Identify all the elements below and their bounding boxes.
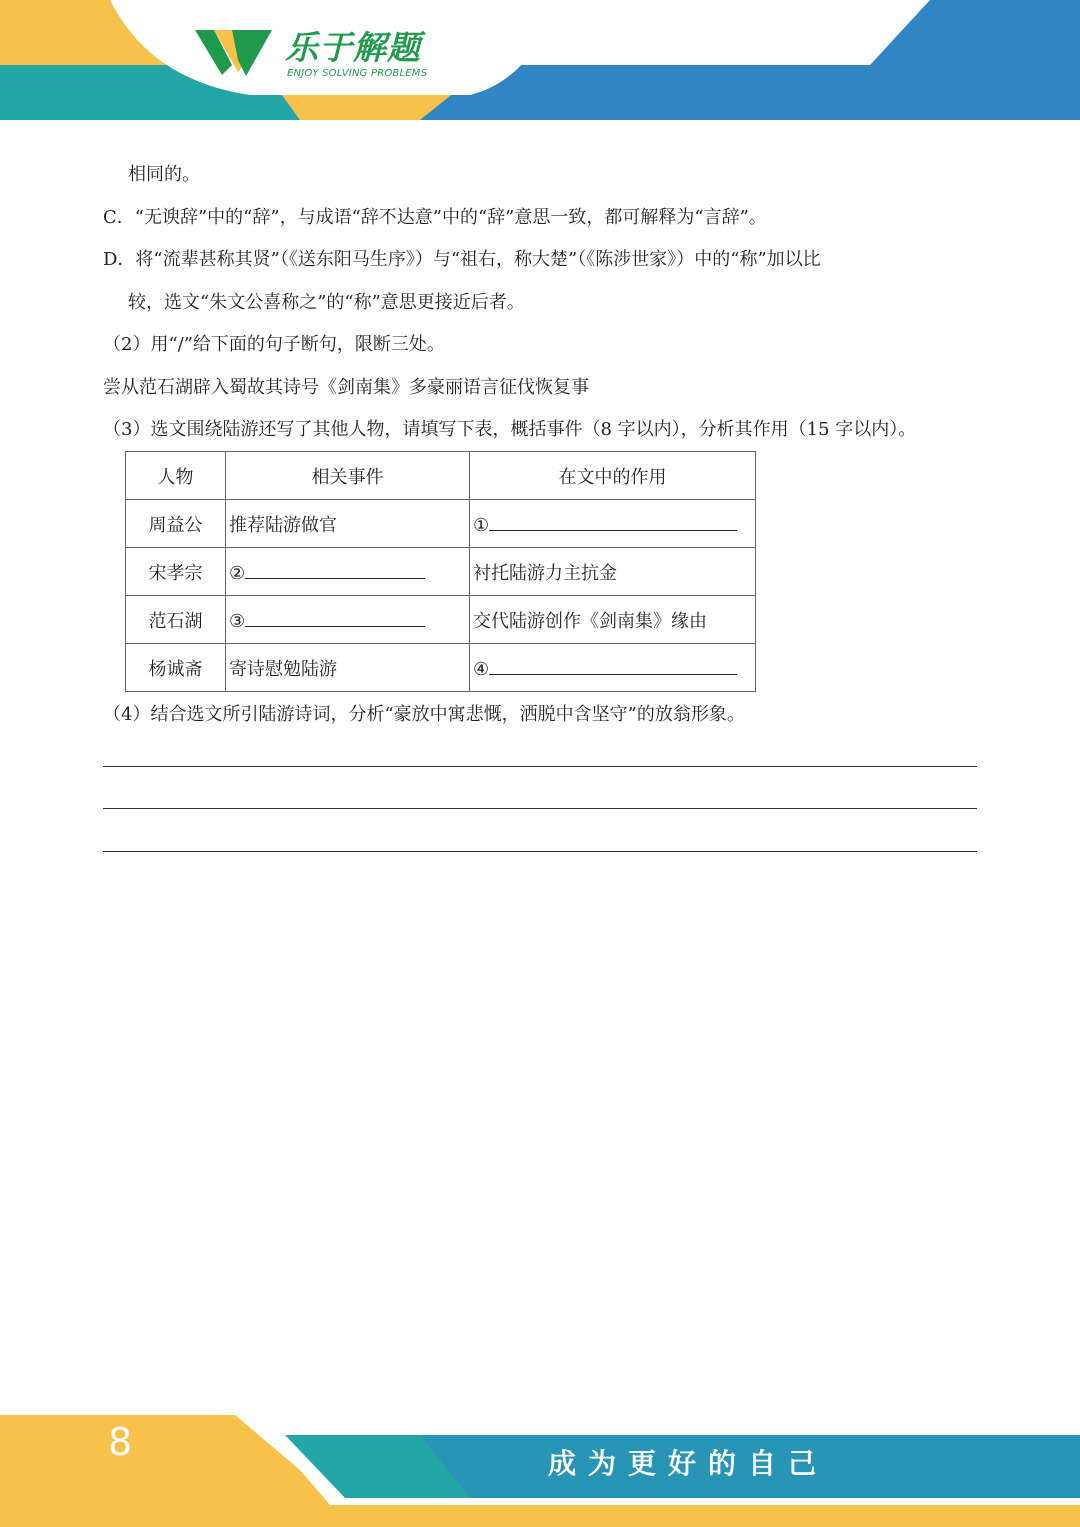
option-d-line1: D．将“流辈甚称其贤”（《送东阳马生序》）与“祖右，称大楚”（《陈涉世家》）中的“称”加以比 <box>103 249 821 270</box>
table-row <box>126 548 756 596</box>
table-row <box>126 644 756 692</box>
cell-person: 宋孝宗 <box>126 548 226 596</box>
cell-event: 推荐陆游做官 <box>226 500 470 548</box>
brand-tagline: ENJOY SOLVING PROBLEMS <box>287 68 428 79</box>
footer-banner <box>0 1410 1080 1527</box>
page-number: 8 <box>108 1420 133 1464</box>
option-c: C．“无谀辞”中的“辞”，与成语“辞不达意”中的“辞”意思一致，都可解释为“言辞”。 <box>103 207 767 228</box>
table-row <box>126 500 756 548</box>
header-banner <box>0 0 1080 125</box>
question-3: （3）选文围绕陆游还写了其他人物，请填写下表，概括事件（8 字以内），分析其作用（15 字以内）。 <box>103 419 917 440</box>
option-d-line2: 较，选文“朱文公喜称之”的“称”意思更接近后者。 <box>128 292 525 313</box>
blank-marker: ④ <box>473 658 490 680</box>
cell-event: 寄诗慰勉陆游 <box>226 644 470 692</box>
cell-person: 杨诚斋 <box>126 644 226 692</box>
continued-text: 相同的。 <box>128 164 200 185</box>
blank-marker: ② <box>229 562 246 584</box>
question-4: （4）结合选文所引陆游诗词，分析“豪放中寓悲慨，洒脱中含坚守”的放翁形象。 <box>103 704 745 725</box>
question-2-sentence: 尝从范石湖辟入蜀故其诗号《剑南集》多豪丽语言征伐恢复事 <box>103 377 589 398</box>
cell-role: 交代陆游创作《剑南集》缘由 <box>470 596 756 644</box>
blank-marker: ③ <box>229 610 246 632</box>
question-2: （2）用“/”给下面的句子断句，限断三处。 <box>103 334 445 355</box>
character-events-table <box>125 451 756 692</box>
header-person: 人物 <box>126 452 226 500</box>
cell-event-blank[interactable] <box>226 596 470 644</box>
answer-line[interactable] <box>103 851 977 852</box>
answer-line[interactable] <box>103 766 977 767</box>
table-row <box>126 596 756 644</box>
blank-marker: ① <box>473 514 490 536</box>
cell-person: 范石湖 <box>126 596 226 644</box>
fill-in-blank[interactable] <box>245 560 425 579</box>
cell-role-blank[interactable] <box>470 644 756 692</box>
footer-slogan: 成为更好的自己 <box>548 1447 829 1480</box>
cell-role-blank[interactable] <box>470 500 756 548</box>
answer-line[interactable] <box>103 808 977 809</box>
cell-event-blank[interactable] <box>226 548 470 596</box>
fill-in-blank[interactable] <box>489 512 737 531</box>
fill-in-blank[interactable] <box>489 656 737 675</box>
cell-person: 周益公 <box>126 500 226 548</box>
header-event: 相关事件 <box>226 452 470 500</box>
cell-role: 衬托陆游力主抗金 <box>470 548 756 596</box>
brand-name: 乐于解题 <box>285 28 421 67</box>
header-role: 在文中的作用 <box>470 452 756 500</box>
fill-in-blank[interactable] <box>245 608 425 627</box>
table-header-row <box>126 452 756 500</box>
